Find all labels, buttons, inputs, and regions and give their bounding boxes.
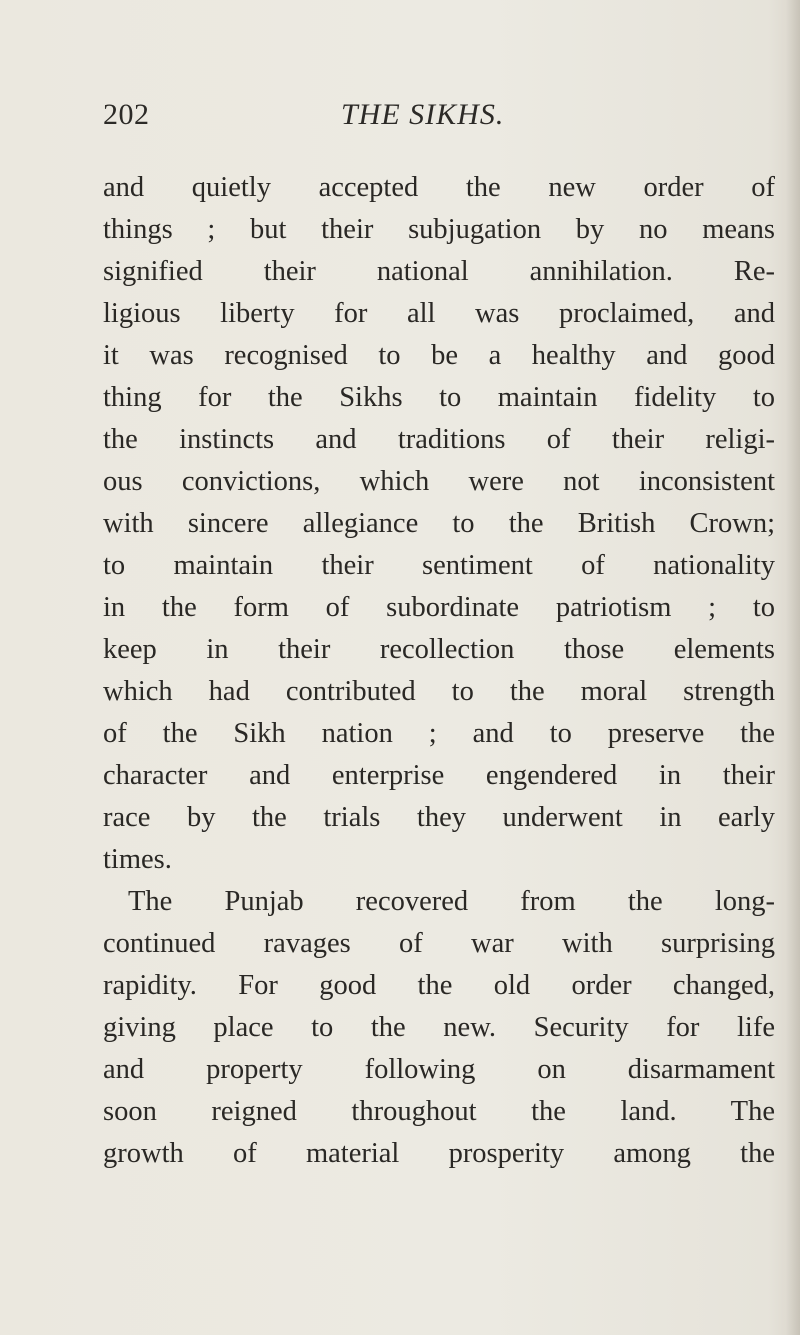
text-line: character and enterprise engendered in their — [103, 760, 775, 791]
text-line: things ; but their subjugation by no means — [103, 214, 775, 245]
text-line: growth of material prosperity among the — [103, 1138, 775, 1169]
text-line: and property following on disarmament — [103, 1054, 775, 1085]
page-edge-shadow — [786, 0, 800, 1335]
paragraph-end-line: times. — [103, 844, 172, 875]
running-title: THE SIKHS. — [341, 98, 505, 131]
text-line: ous convictions, which were not inconsistent — [103, 466, 775, 497]
text-line: in the form of subordinate patriotism ; to — [103, 592, 775, 623]
text-line: rapidity. For good the old order changed, — [103, 970, 775, 1001]
text-line: of the Sikh nation ; and to preserve the — [103, 718, 775, 749]
text-line: ligious liberty for all was proclaimed, and — [103, 298, 775, 329]
paragraph-first-line: The Punjab recovered from the long- — [128, 886, 775, 917]
text-line: which had contributed to the moral strength — [103, 676, 775, 707]
running-head — [103, 98, 703, 138]
text-line: keep in their recollection those elements — [103, 634, 775, 665]
text-line: continued ravages of war with surprising — [103, 928, 775, 959]
text-line: and quietly accepted the new order of — [103, 172, 775, 203]
text-line: it was recognised to be a healthy and good — [103, 340, 775, 371]
text-line: the instincts and traditions of their religi- — [103, 424, 775, 455]
text-line: signified their national annihilation. Re- — [103, 256, 775, 287]
text-line: thing for the Sikhs to maintain fidelity to — [103, 382, 775, 413]
body-text — [103, 167, 775, 1175]
text-line: to maintain their sentiment of nationality — [103, 550, 775, 581]
text-line: race by the trials they underwent in early — [103, 802, 775, 833]
text-line: with sincere allegiance to the British Crown; — [103, 508, 775, 539]
text-line: soon reigned throughout the land. The — [103, 1096, 775, 1127]
page-number: 202 — [103, 98, 150, 131]
text-line: giving place to the new. Security for life — [103, 1012, 775, 1043]
